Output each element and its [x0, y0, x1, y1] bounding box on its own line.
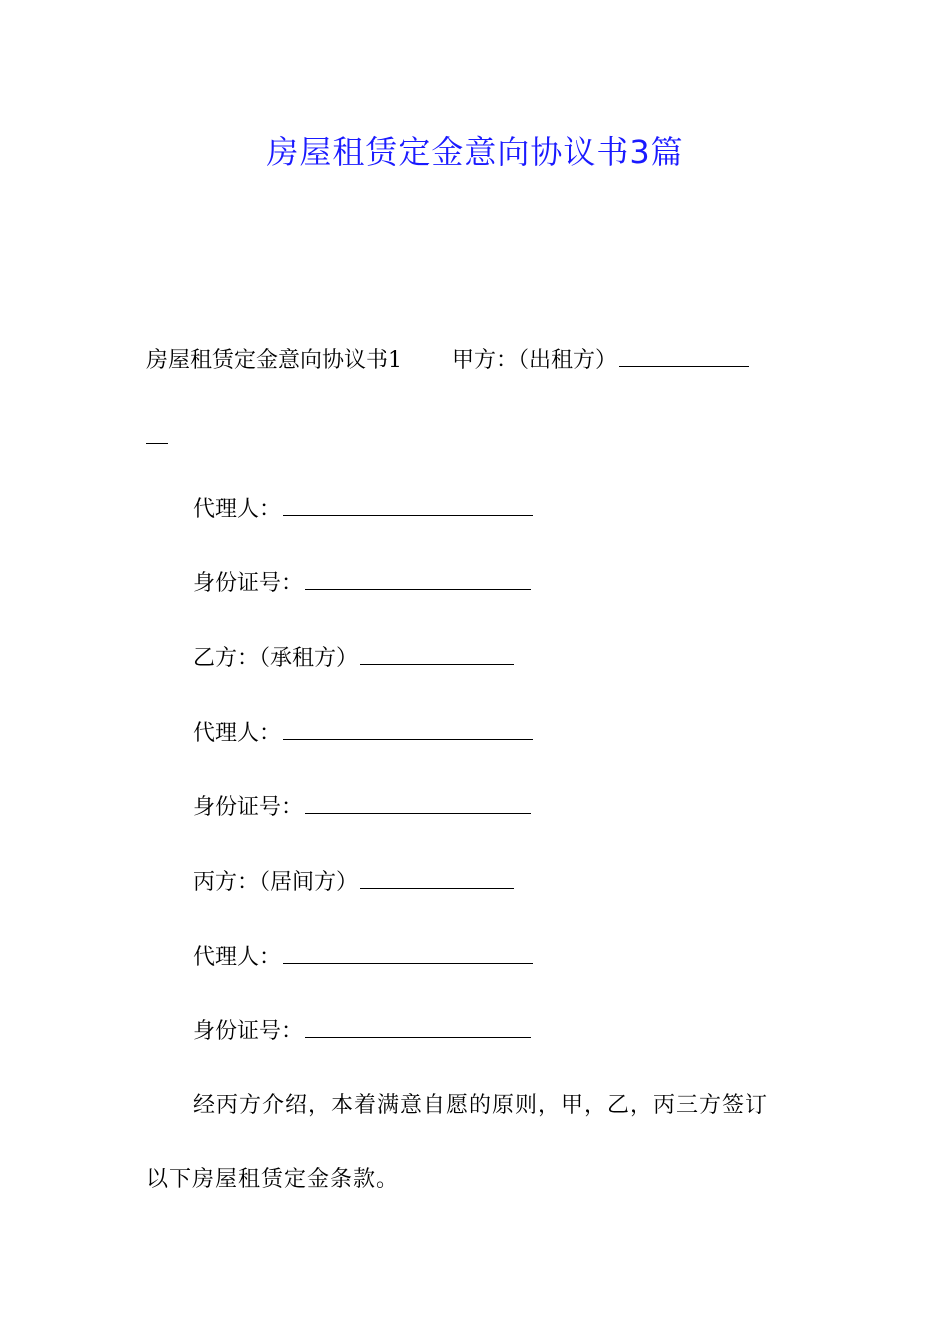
party-a-id-blank — [305, 567, 531, 590]
party-b-label: 乙方：（承租方） — [193, 646, 359, 671]
party-a-agent-blank — [283, 493, 533, 516]
party-a-agent-line — [193, 493, 533, 526]
party-c-id-label: 身份证号： — [193, 1019, 304, 1044]
party-a-label: 甲方：（出租方） — [452, 348, 618, 373]
party-b-agent-blank — [283, 717, 533, 740]
party-c-id-blank — [305, 1015, 531, 1038]
party-b-id-line — [193, 791, 531, 824]
party-a-agent-label: 代理人： — [193, 497, 282, 522]
party-c-label: 丙方：（居间方） — [193, 870, 359, 895]
party-b-agent-line — [193, 717, 533, 750]
party-b-id-label: 身份证号： — [193, 795, 304, 820]
party-a-id-label: 身份证号： — [193, 571, 304, 596]
party-a-blank-continuation — [146, 443, 168, 444]
document-title: 房屋租赁定金意向协议书3篇 — [266, 133, 684, 171]
party-b-line — [193, 642, 514, 675]
party-b-blank — [360, 642, 514, 665]
party-a-id-line — [193, 567, 531, 600]
party-c-blank — [360, 866, 514, 889]
party-b-id-blank — [305, 791, 531, 814]
paragraph-line-2: 以下房屋租赁定金条款。 — [146, 1167, 400, 1192]
party-c-agent-blank — [283, 941, 533, 964]
paragraph-line-1: 经丙方介绍，本着满意自愿的原则，甲，乙，丙三方签订 — [193, 1093, 769, 1118]
party-a-blank — [619, 344, 749, 367]
party-c-agent-line — [193, 941, 533, 974]
intro-heading: 房屋租赁定金意向协议书1 — [146, 348, 402, 373]
party-c-id-line — [193, 1015, 531, 1048]
intro-line — [146, 344, 749, 377]
party-b-agent-label: 代理人： — [193, 721, 282, 746]
party-c-line — [193, 866, 514, 899]
party-c-agent-label: 代理人： — [193, 945, 282, 970]
